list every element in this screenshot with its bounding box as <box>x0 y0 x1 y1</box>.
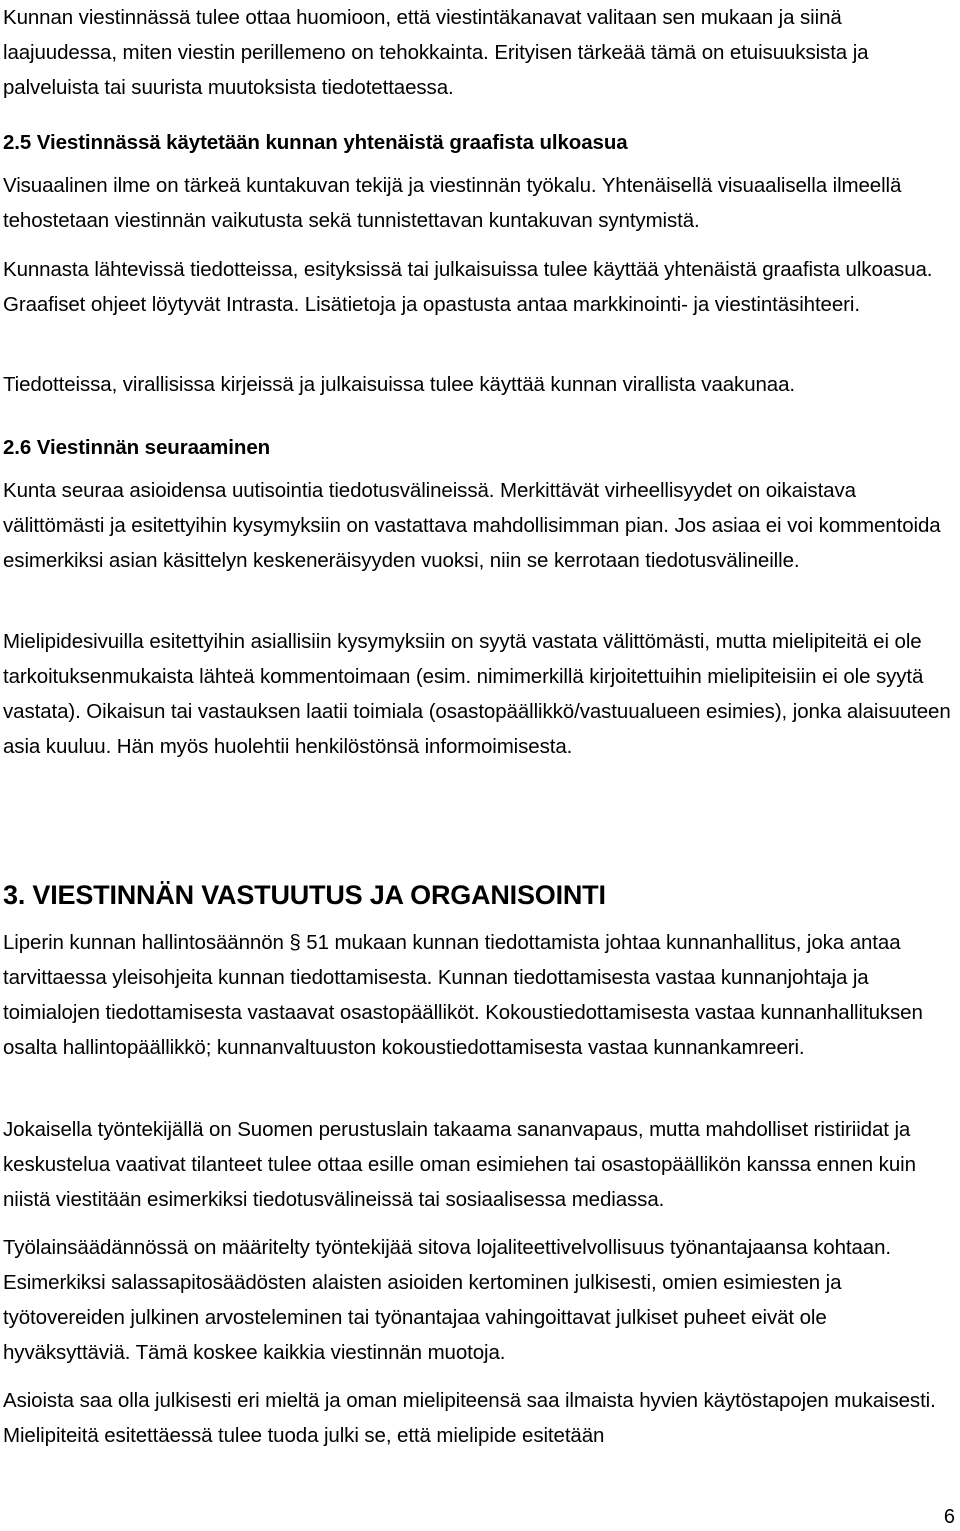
section-3-paragraph-4: Asioista saa olla julkisesti eri mieltä ja oman mielipiteensä saa ilmaista hyvien käytöstapojen mukaisesti. Mielipiteitä esitettäessä tulee tuoda julki se, että mielipide esitetään <box>3 1389 936 1447</box>
section-2-5-paragraph-3-block <box>3 367 958 402</box>
section-3-paragraph-1: Liperin kunnan hallintosäännön § 51 mukaan kunnan tiedottamista johtaa kunnanhallitus, joka antaa tarvittaessa yleisohjeita kunnan tiedottamisesta. Kunnan tiedottamisesta vastaa kunnanjohtaja ja toimialojen tiedottamisesta vastaavat osastopäälliköt. Kokoustiedottamisesta vastaa kunnanhallituksen osalta hallintopäällikkö; kunnanvaltuuston kokoustiedottamisesta vastaa kunnankamreeri. <box>3 931 923 1059</box>
section-3-paragraph-3: Työlainsäädännössä on määritelty työntekijää sitova lojaliteettivelvollisuus työnantajaansa kohtaan. Esimerkiksi salassapitosäädösten alaisten asioiden kertominen julkisesti, omien esimiesten ja työtovereiden julkinen arvosteleminen tai työnantajaa vahingoittavat julkiset puheet eivät ole hyväksyttäviä. Tämä koskee kaikkia viestinnän muotoja. <box>3 1236 891 1364</box>
section-3-paragraph-1-block <box>3 925 958 1065</box>
section-3-heading-block <box>3 878 958 912</box>
section-2-5-paragraph-3: Tiedotteissa, virallisissa kirjeissä ja julkaisuissa tulee käyttää kunnan virallista vaakunaa. <box>3 373 795 396</box>
section-3-paragraph-2: Jokaisella työntekijällä on Suomen perustuslain takaama sananvapaus, mutta mahdolliset ristiriidat ja keskustelua vaativat tilanteet tulee ottaa esille oman esimiehen tai osastopäällikön kanssa ennen kuin niistä viestitään esimerkiksi tiedotusvälineissä tai sosiaalisessa mediassa. <box>3 1118 916 1211</box>
section-2-6-paragraph-1-block <box>3 473 958 578</box>
section-2-6-heading-block <box>3 433 958 463</box>
section-3-paragraph-2-block <box>3 1112 958 1217</box>
intro-paragraph-block <box>3 0 958 105</box>
intro-paragraph: Kunnan viestinnässä tulee ottaa huomioon, että viestintäkanavat valitaan sen mukaan ja siinä laajuudessa, miten viestin perillemeno on tehokkainta. Erityisen tärkeää tämä on etuisuuksista ja palveluista tai suurista muutoksista tiedotettaessa. <box>3 6 869 99</box>
section-2-6-paragraph-1: Kunta seuraa asioidensa uutisointia tiedotusvälineissä. Merkittävät virheellisyydet on oikaistava välittömästi ja esitettyihin kysymyksiin on vastattava mahdollisimman pian. Jos asiaa ei voi kommentoida esimerkiksi asian käsittelyn keskeneräisyyden vuoksi, niin se kerrotaan tiedotusvälineille. <box>3 479 941 572</box>
section-3-heading: 3. VIESTINNÄN VASTUUTUS JA ORGANISOINTI <box>3 880 606 910</box>
section-3-paragraph-3-block <box>3 1230 958 1370</box>
section-2-5-paragraph-1: Visuaalinen ilme on tärkeä kuntakuvan tekijä ja viestinnän työkalu. Yhtenäisellä visuaalisella ilmeellä tehostetaan viestinnän vaikutusta sekä tunnistettavan kuntakuvan syntymistä. <box>3 174 902 232</box>
page-number: 6 <box>943 1506 955 1528</box>
section-3-paragraph-4-block <box>3 1383 958 1453</box>
section-2-6-paragraph-2: Mielipidesivuilla esitettyihin asiallisiin kysymyksiin on syytä vastata välittömästi, mutta mielipiteitä ei ole tarkoituksenmukaista lähteä kommentoimaan (esim. nimimerkillä kirjoitettuihin mielipiteisiin ei ole syytä vastata). Oikaisun tai vastauksen laatii toimiala (osastopäällikkö/vastuualueen esimies), jonka alaisuuteen asia kuuluu. Hän myös huolehtii henkilöstönsä informoimisesta. <box>3 630 951 758</box>
section-2-6-paragraph-2-block <box>3 624 958 764</box>
section-2-5-paragraph-1-block <box>3 168 958 238</box>
section-2-6-heading: 2.6 Viestinnän seuraaminen <box>3 436 271 459</box>
section-2-5-paragraph-2-block <box>3 252 958 322</box>
section-2-5-heading-block <box>3 128 958 158</box>
section-2-5-heading: 2.5 Viestinnässä käytetään kunnan yhtenäistä graafista ulkoasua <box>3 131 628 154</box>
section-2-5-paragraph-2: Kunnasta lähtevissä tiedotteissa, esityksissä tai julkaisuissa tulee käyttää yhtenäistä graafista ulkoasua. Graafiset ohjeet löytyvät Intrasta. Lisätietoja ja opastusta antaa markkinointi- ja viestintäsihteeri. <box>3 258 933 316</box>
